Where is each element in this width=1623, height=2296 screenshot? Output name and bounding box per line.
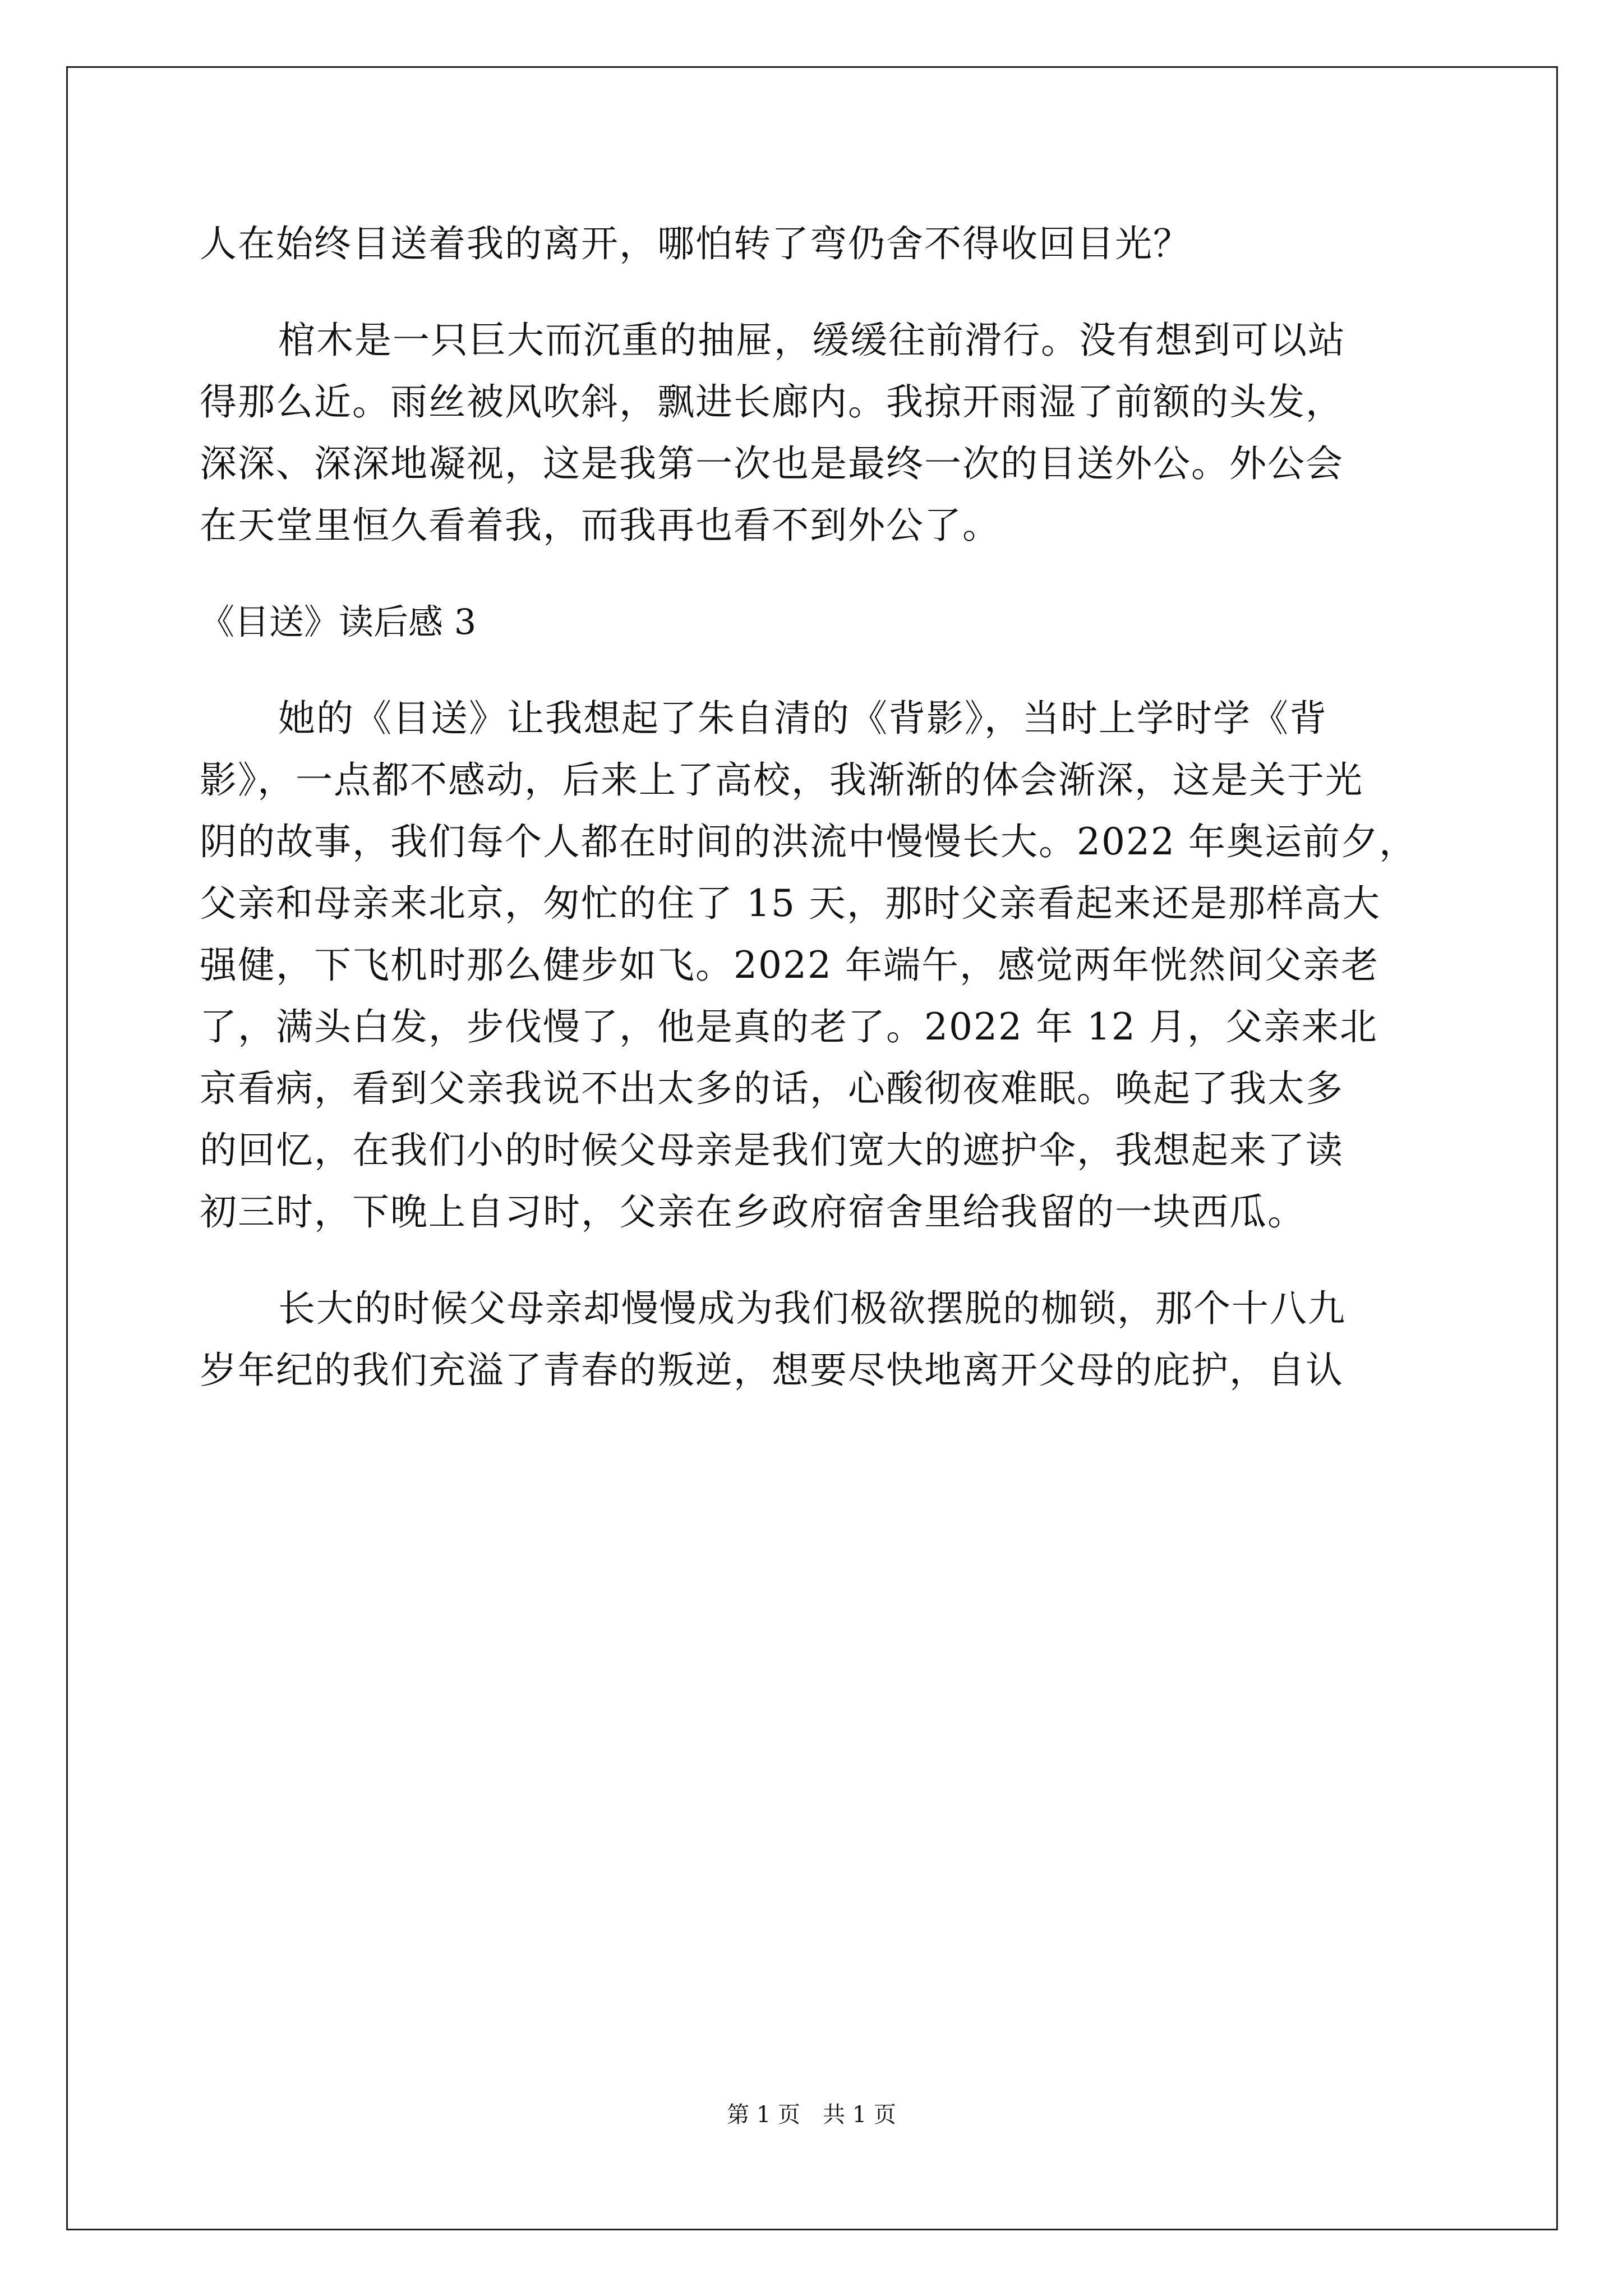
text-line: 父亲和母亲来北京，匆忙的住了 15 天，那时父亲看起来还是那样高大: [200, 882, 1381, 925]
text-line: 棺木是一只巨大而沉重的抽屉，缓缓往前滑行。没有想到可以站: [278, 319, 1346, 362]
text-line: 初三时，下晚上自习时，父亲在乡政府宿舍里给我留的一块西瓜。: [200, 1190, 1306, 1234]
text-line: 得那么近。雨丝被风吹斜，飘进长廊内。我掠开雨湿了前额的头发，: [200, 380, 1344, 424]
paragraph-1: [200, 213, 1433, 275]
text-line: 的回忆，在我们小的时候父母亲是我们宽大的遮护伞，我想起来了读: [200, 1129, 1344, 1172]
document-body: [200, 213, 1433, 1401]
text-line: 长大的时候父母亲却慢慢成为我们极欲摆脱的枷锁，那个十八九: [278, 1287, 1346, 1330]
paragraph-2: [200, 310, 1433, 556]
text-line: 她的《目送》让我想起了朱自清的《背影》，当时上学时学《背: [278, 697, 1327, 740]
text-line: 人在始终目送着我的离开，哪怕转了弯仍舍不得收回目光？: [200, 222, 1191, 265]
text-line: 岁年纪的我们充溢了青春的叛逆，想要尽快地离开父母的庇护，自认: [200, 1349, 1344, 1392]
text-line: 京看病，看到父亲我说不出太多的话，心酸彻夜难眠。唤起了我太多: [200, 1067, 1344, 1110]
text-line: 了，满头白发，步伐慢了，他是真的老了。2022 年 12 月，父亲来北: [200, 1005, 1378, 1048]
text-line: 阴的故事，我们每个人都在时间的洪流中慢慢长大。2022 年奥运前夕，: [200, 820, 1417, 863]
text-line: 强健，下飞机时那么健步如飞。2022 年端午，感觉两年恍然间父亲老: [200, 944, 1379, 987]
paragraph-3: [200, 688, 1433, 1243]
section-heading: 《目送》读后感 3: [200, 601, 477, 642]
text-line: 深深、深深地凝视，这是我第一次也是最终一次的目送外公。外公会: [200, 442, 1344, 485]
paragraph-4: [200, 1278, 1433, 1401]
page-footer: 第 1 页 共 1 页: [727, 2102, 896, 2128]
text-line: 在天堂里恒久看着我，而我再也看不到外公了。: [200, 504, 1000, 547]
text-line: 影》，一点都不感动，后来上了高校，我渐渐的体会渐深，这是关于光: [200, 758, 1363, 802]
